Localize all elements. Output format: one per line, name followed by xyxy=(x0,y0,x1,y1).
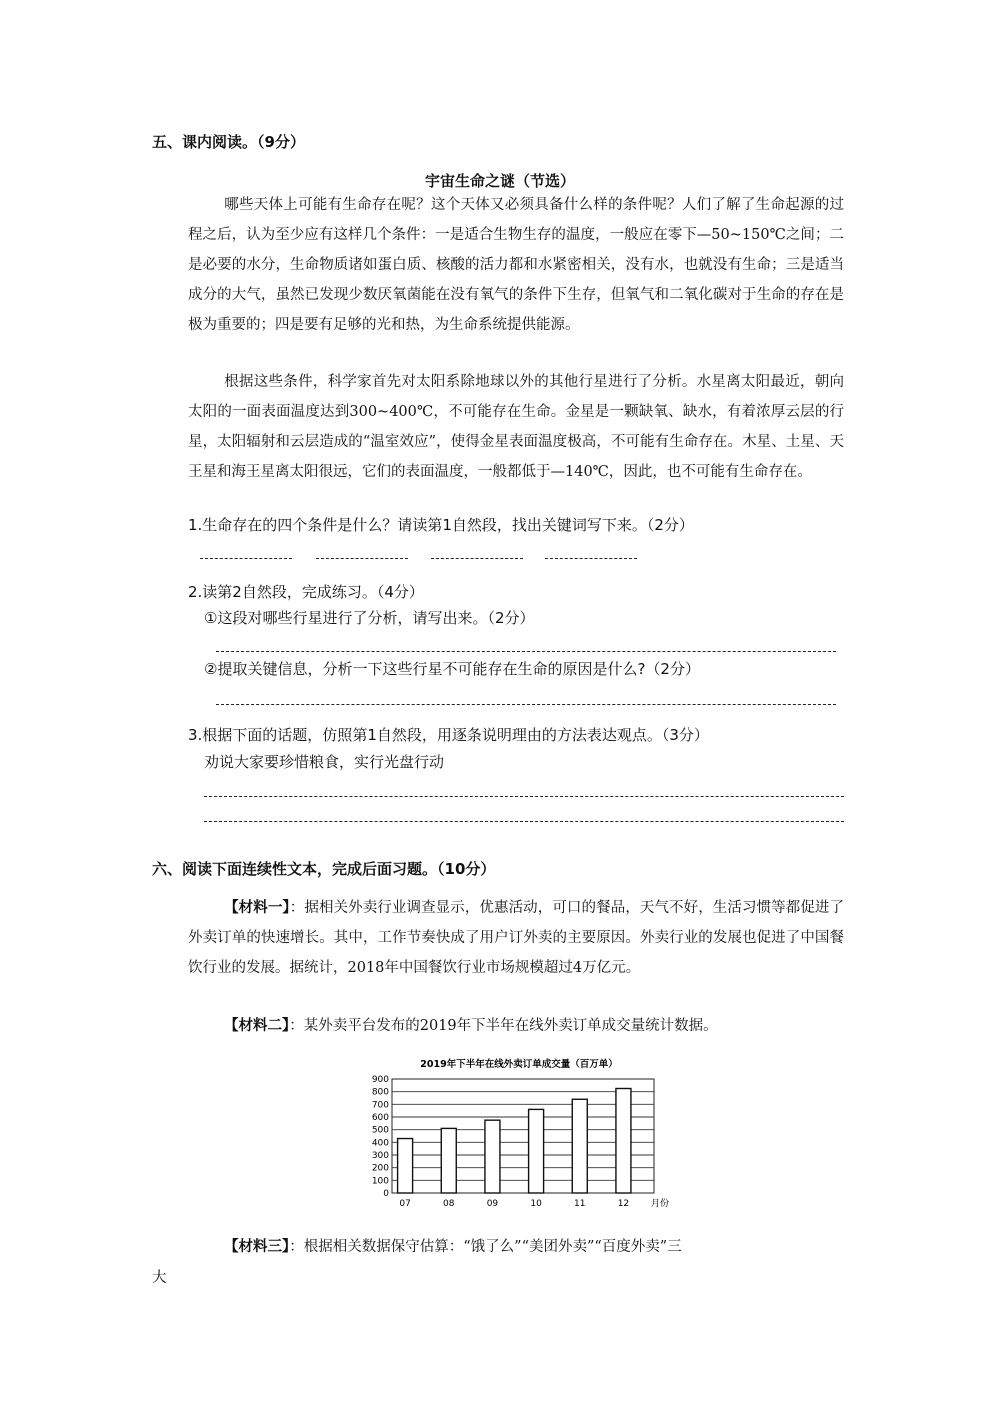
material-2-label: 【材料二】 xyxy=(224,1018,290,1034)
question-2a: ①这段对哪些行星进行了分析，请写出来。（2分） xyxy=(204,609,535,627)
y-tick-label: 0 xyxy=(383,1189,389,1199)
material-1 xyxy=(188,893,844,983)
bar xyxy=(616,1089,631,1194)
question-2: 2.读第2自然段，完成练习。（4分） xyxy=(188,583,424,601)
passage-para-1-text: 哪些天体上可能有生命存在呢？这个天体又必须具备什么样的条件呢？人们了解了生命起源的过程之后，认为至少应有这样几个条件：一是适合生物生存的温度，一般应在零下—50~150℃之间；二是必要的水分，生命物质诸如蛋白质、核酸的活力都和水紧密相关，没有水，也就没有生命；三是适当成分的大气，虽然已发现少数厌氧菌能在没有氧气的条件下生存，但氧气和二氧化碳对于生命的存在是极为重要的；四是要有足够的光和热，为生命系统提供能源。 xyxy=(188,197,844,333)
x-tick-label: 07 xyxy=(399,1199,411,1209)
y-tick-label: 500 xyxy=(371,1125,389,1136)
answer-line[interactable] xyxy=(204,796,844,797)
y-tick-label: 900 xyxy=(371,1075,389,1085)
y-tick-label: 600 xyxy=(371,1113,389,1123)
answer-line[interactable] xyxy=(216,651,836,652)
passage-para-1 xyxy=(188,190,844,340)
question-1: 1.生命存在的四个条件是什么？请读第1自然段，找出关键词写下来。（2分） xyxy=(188,516,694,534)
material-3-label: 【材料三】 xyxy=(224,1239,290,1255)
y-tick-label: 700 xyxy=(371,1100,389,1111)
y-tick-label: 100 xyxy=(371,1176,389,1187)
material-3-continued: 大 xyxy=(152,1270,167,1286)
chart-x-label: 月份 xyxy=(651,1199,670,1209)
answer-line[interactable] xyxy=(204,821,844,822)
plot-frame xyxy=(392,1079,654,1193)
material-2-text: ：某外卖平台发布的2019年下半年在线外卖订单成交量统计数据。 xyxy=(289,1018,718,1034)
chart-title: 2019年下半年在线外卖订单成交量（百万单） xyxy=(420,1059,618,1070)
question-3-topic: 劝说大家要珍惜粮食，实行光盘行动 xyxy=(204,753,445,771)
passage-para-2 xyxy=(188,367,844,487)
passage-para-2-text: 根据这些条件，科学家首先对太阳系除地球以外的其他行星进行了分析。水星离太阳最近，朝向太阳的一面表面温度达到300~400℃，不可能存在生命。金星是一颗缺氧、缺水，有着浓厚云层的行星，太阳辐射和云层造成的“温室效应”，使得金星表面温度极高，不可能有生命存在。木星、土星、天王星和海王星离太阳很远，它们的表面温度，一般都低于—140℃，因此，也不可能有生命存在。 xyxy=(188,374,844,480)
bar xyxy=(529,1109,544,1193)
chart-grid xyxy=(392,1079,654,1193)
answer-line[interactable] xyxy=(200,558,292,559)
bar xyxy=(398,1139,413,1193)
bar-chart-svg xyxy=(362,1055,682,1215)
section5-heading: 五、课内阅读。（9分） xyxy=(152,133,305,151)
y-tick-label: 200 xyxy=(371,1163,389,1174)
x-tick-label: 12 xyxy=(617,1199,630,1209)
y-tick-label: 300 xyxy=(371,1151,389,1161)
question-3: 3.根据下面的话题，仿照第1自然段，用逐条说明理由的方法表达观点。（3分） xyxy=(188,726,709,744)
chart-x-axis xyxy=(399,1199,629,1209)
answer-line[interactable] xyxy=(431,558,523,559)
material-3-text: ：根据相关数据保守估算：“饿了么”“美团外卖”“百度外卖”三 xyxy=(289,1239,682,1255)
chart-y-axis xyxy=(372,1075,389,1199)
question-2b: ②提取关键信息，分析一下这些行星不可能存在生命的原因是什么?（2分） xyxy=(204,660,700,678)
passage-title: 宇宙生命之谜（节选） xyxy=(424,172,575,190)
material-3 xyxy=(188,1232,844,1262)
material-2 xyxy=(188,1011,844,1041)
x-tick-label: 11 xyxy=(574,1199,586,1209)
answer-line[interactable] xyxy=(545,558,637,559)
x-tick-label: 09 xyxy=(486,1199,499,1209)
x-tick-label: 10 xyxy=(530,1199,542,1209)
x-tick-label: 08 xyxy=(443,1199,455,1209)
bar-chart xyxy=(362,1055,682,1215)
bar xyxy=(485,1120,500,1193)
answer-line[interactable] xyxy=(216,704,836,705)
answer-line[interactable] xyxy=(316,558,408,559)
bar xyxy=(572,1099,587,1193)
y-tick-label: 800 xyxy=(371,1087,389,1098)
material-1-text: ：据相关外卖行业调查显示，优惠活动，可口的餐品，天气不好，生活习惯等都促进了外卖订单的快速增长。其中，工作节奏快成了用户订外卖的主要原因。外卖行业的发展也促进了中国餐饮行业的发展。据统计，2018年中国餐饮行业市场规模超过4万亿元。 xyxy=(188,900,845,976)
bar xyxy=(441,1128,456,1193)
section6-heading: 六、阅读下面连续性文本，完成后面习题。（10分） xyxy=(152,860,496,878)
material-1-label: 【材料一】 xyxy=(224,900,290,916)
y-tick-label: 400 xyxy=(371,1138,389,1149)
